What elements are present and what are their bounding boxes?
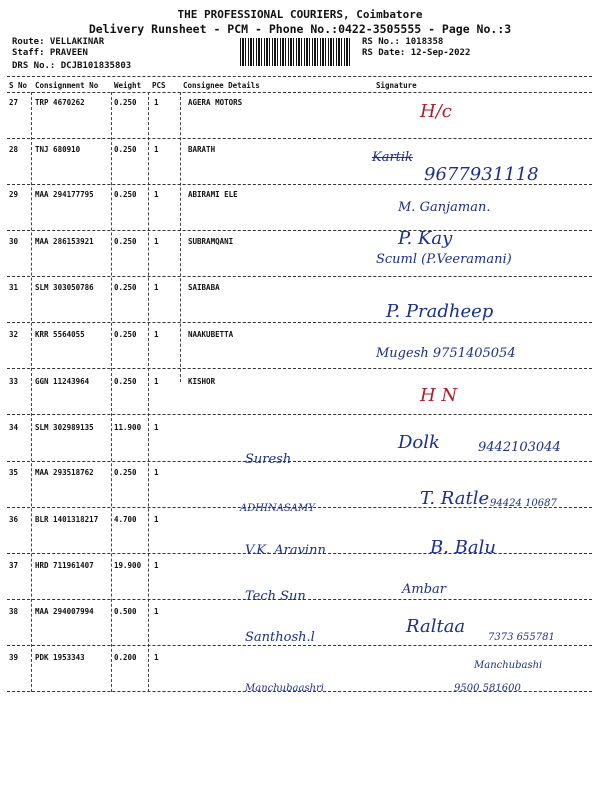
row-weight: 0.250 [114, 145, 137, 154]
rs-number: RS No.: 1018358 [362, 37, 444, 47]
row-pcs: 1 [154, 330, 159, 339]
signature-39: Manchubashi [474, 660, 543, 671]
signature-29: M. Ganjaman. [398, 200, 491, 215]
row-sno: 27 [9, 98, 19, 107]
signature-33: H N [420, 385, 458, 406]
row-consignment-no: KRR 5564055 [35, 330, 85, 339]
signature-30b: Scuml (P.Veeramani) [376, 252, 512, 267]
name-37: Tech Sun [245, 589, 306, 604]
name-38: Santhosh.l [245, 630, 315, 645]
phone-39: 9500 581600 [454, 683, 521, 694]
row-weight: 11.900 [114, 423, 142, 432]
row-consignment-no: TRP 4670262 [35, 98, 85, 107]
row-sno: 34 [9, 423, 19, 432]
row-divider [7, 645, 592, 646]
row-sno: 38 [9, 607, 19, 616]
signature-38: Raltaa [406, 616, 466, 637]
rs-date: RS Date: 12-Sep-2022 [362, 48, 471, 58]
row-pcs: 1 [154, 237, 159, 246]
signature-36: B. Balu [430, 537, 496, 558]
column-divider [180, 92, 181, 382]
row-sno: 39 [9, 653, 19, 662]
row-pcs: 1 [154, 377, 159, 386]
signature-32: Mugesh 9751405054 [376, 346, 516, 361]
row-consignment-no: PDK 1953343 [35, 653, 85, 662]
row-weight: 4.700 [114, 515, 137, 524]
row-pcs: 1 [154, 468, 159, 477]
row-consignee: AGERA MOTORS [188, 98, 243, 107]
row-pcs: 1 [154, 190, 159, 199]
row-pcs: 1 [154, 561, 159, 570]
row-consignment-no: SLM 303050786 [35, 283, 94, 292]
divider-line [7, 76, 592, 77]
row-consignment-no: SLM 302989135 [35, 423, 94, 432]
row-consignee: KISHOR [188, 377, 216, 386]
row-consignment-no: MAA 294177795 [35, 190, 94, 199]
name-39: Manchubaashri [245, 683, 324, 694]
row-pcs: 1 [154, 145, 159, 154]
row-weight: 0.250 [114, 468, 137, 477]
row-weight: 0.200 [114, 653, 137, 662]
col-consignment: Consignment No [35, 81, 99, 90]
col-signature: Signature [376, 81, 417, 90]
row-divider [7, 230, 592, 231]
name-34: Suresh [245, 452, 292, 467]
row-consignment-no: MAA 293518762 [35, 468, 94, 477]
row-weight: 19.900 [114, 561, 142, 570]
row-consignee: NAAKUBETTA [188, 330, 234, 339]
col-sno: S No [9, 81, 28, 90]
row-sno: 36 [9, 515, 19, 524]
phone-38: 7373 655781 [488, 632, 555, 643]
row-pcs: 1 [154, 653, 159, 662]
phone-34: 9442103044 [478, 440, 561, 455]
row-sno: 28 [9, 145, 19, 154]
row-sno: 30 [9, 237, 19, 246]
row-sno: 32 [9, 330, 19, 339]
row-sno: 35 [9, 468, 19, 477]
col-consignee: Consignee Details [183, 81, 260, 90]
barcode [240, 38, 352, 66]
route-label: Route: VELLAKINAR [12, 37, 105, 47]
row-divider [7, 322, 592, 323]
signature-30a: P. Kay [398, 228, 453, 249]
row-weight: 0.250 [114, 98, 137, 107]
drs-number: DRS No.: DCJB101835803 [12, 61, 132, 71]
row-weight: 0.500 [114, 607, 137, 616]
row-weight: 0.250 [114, 330, 137, 339]
col-weight: Weight [114, 81, 142, 90]
row-sno: 29 [9, 190, 19, 199]
divider-line [7, 92, 592, 93]
row-weight: 0.250 [114, 377, 137, 386]
signature-27: H/c [420, 101, 452, 122]
row-consignee: SAIBABA [188, 283, 220, 292]
row-consignment-no: HRD 711961407 [35, 561, 94, 570]
row-weight: 0.250 [114, 190, 137, 199]
row-divider [7, 368, 592, 369]
row-sno: 33 [9, 377, 19, 386]
phone-35: 94424 10687 [490, 498, 557, 509]
signature-35: T. Ratle [420, 488, 490, 509]
row-divider [7, 138, 592, 139]
row-consignee: ABIRAMI ELE [188, 190, 238, 199]
row-pcs: 1 [154, 283, 159, 292]
column-divider [148, 92, 149, 692]
name-36: V.K. Aravinn [245, 543, 326, 558]
row-weight: 0.250 [114, 283, 137, 292]
row-weight: 0.250 [114, 237, 137, 246]
column-divider [31, 92, 32, 692]
row-pcs: 1 [154, 515, 159, 524]
col-pcs: PCS [152, 81, 166, 90]
row-consignment-no: GGN 11243964 [35, 377, 90, 386]
staff-label: Staff: PRAVEEN [12, 48, 88, 58]
column-divider [111, 92, 112, 692]
signature-31: P. Pradheep [386, 301, 494, 322]
company-title: THE PROFESSIONAL COURIERS, Coimbatore [177, 8, 423, 21]
signature-37: Ambar [402, 582, 447, 597]
row-consignment-no: MAA 294007994 [35, 607, 94, 616]
runsheet-subtitle: Delivery Runsheet - PCM - Phone No.:0422-3505555 - Page No.:3 [88, 22, 512, 36]
row-consignment-no: MAA 286153921 [35, 237, 94, 246]
row-consignee: SUBRAMQANI [188, 237, 234, 246]
signature-28: Kartik [372, 150, 413, 165]
row-pcs: 1 [154, 423, 159, 432]
row-pcs: 1 [154, 607, 159, 616]
signature-34: Dolk [398, 432, 440, 453]
row-consignee: BARATH [188, 145, 216, 154]
row-divider [7, 414, 592, 415]
row-consignment-no: TNJ 680910 [35, 145, 81, 154]
row-sno: 37 [9, 561, 19, 570]
row-divider [7, 461, 592, 462]
row-divider [7, 276, 592, 277]
row-sno: 31 [9, 283, 19, 292]
row-pcs: 1 [154, 98, 159, 107]
name-35: ADHINASAMY [240, 503, 315, 514]
row-consignment-no: BLR 1401318217 [35, 515, 99, 524]
phone-28: 9677931118 [424, 164, 539, 185]
